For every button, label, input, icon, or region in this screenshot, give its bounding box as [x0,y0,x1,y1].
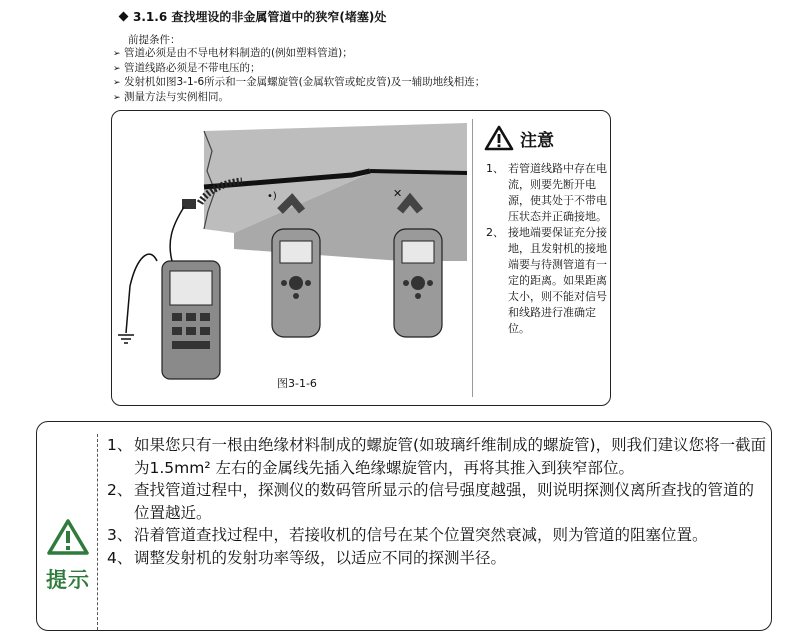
pipe-detection-illustration [112,111,472,406]
section-title [120,8,386,25]
list-item: 3、 沿着管道查找过程中，若接收机的信号在某个位置突然衰减，则为管道的阻塞位置。 [107,526,708,544]
arrow-bullet-icon: ➢ [113,49,121,59]
warning-icon [484,125,514,151]
list-item: ➢ 发射机如图3-1-6所示和一金属螺旋管(金属软管或蛇皮管)及一辅助地线相连； [113,75,485,90]
list-item: 1、 如果您只有一根由绝缘材料制成的螺旋管(如玻璃纤维制成的螺旋管)，则我们建议您将一截面为1.5mm² 左右的金属线先插入绝缘螺旋管内，再将其推入到狭窄部位。 [107,436,767,477]
list-item: 2、 接地端要保证充分接地，且发射机的接地端要与待测管道有一定的距离。如果距离太小，则不能对信号和线路进行准确定位。 [486,226,607,335]
arrow-bullet-icon: ➢ [113,92,121,103]
signal-icon: •) [267,191,277,202]
cable [170,207,184,261]
list-item: 1、 若管道线路中存在电流，则要先断开电源，使其处于不带电压状态并正确接地。 [486,162,607,223]
tips-box [36,421,772,631]
diamond-bullet-icon [119,12,129,22]
pipe-segment [370,171,467,173]
section-title-text: 查找埋设的非金属管道中的狭窄(堵塞)处 [171,10,387,24]
list-item: 4、 调整发射机的发射功率等级，以适应不同的探测半径。 [107,548,507,567]
figure-box [111,110,611,406]
divider [472,119,473,397]
list-item: ➢ 管道线路必须是不带电压的； [113,61,485,76]
section-number: 3.1.6 [133,10,168,24]
no-signal-icon: ✕ [393,187,403,200]
arrow-bullet-icon: ➢ [113,78,121,88]
list-item: ➢ 管道必须是由不导电材料制造的(例如塑料管道)； [113,46,485,61]
figure-caption: 图3-1-6 [277,377,317,390]
divider [97,434,98,630]
notice-title: 注意 [520,130,554,151]
prerequisites-heading: 前提条件： [128,34,181,46]
tips-label: 提示 [46,568,90,592]
prerequisites-list [113,46,485,104]
list-item: 2、 查找管道过程中，探测仪的数码管所显示的信号强度越强，则说明探测仪离所查找的管道的位置越近。 [107,481,755,522]
tips-badge [45,518,91,594]
warning-icon [46,518,90,556]
list-item: ➢ 测量方法与实例相同。 [113,90,485,105]
arrow-bullet-icon: ➢ [113,63,121,74]
tips-list [107,434,767,569]
ground-icon [118,335,134,343]
notice-list [486,161,610,337]
transmitter-device [162,261,220,379]
notice-header [484,125,554,151]
ground-cable [126,254,157,333]
